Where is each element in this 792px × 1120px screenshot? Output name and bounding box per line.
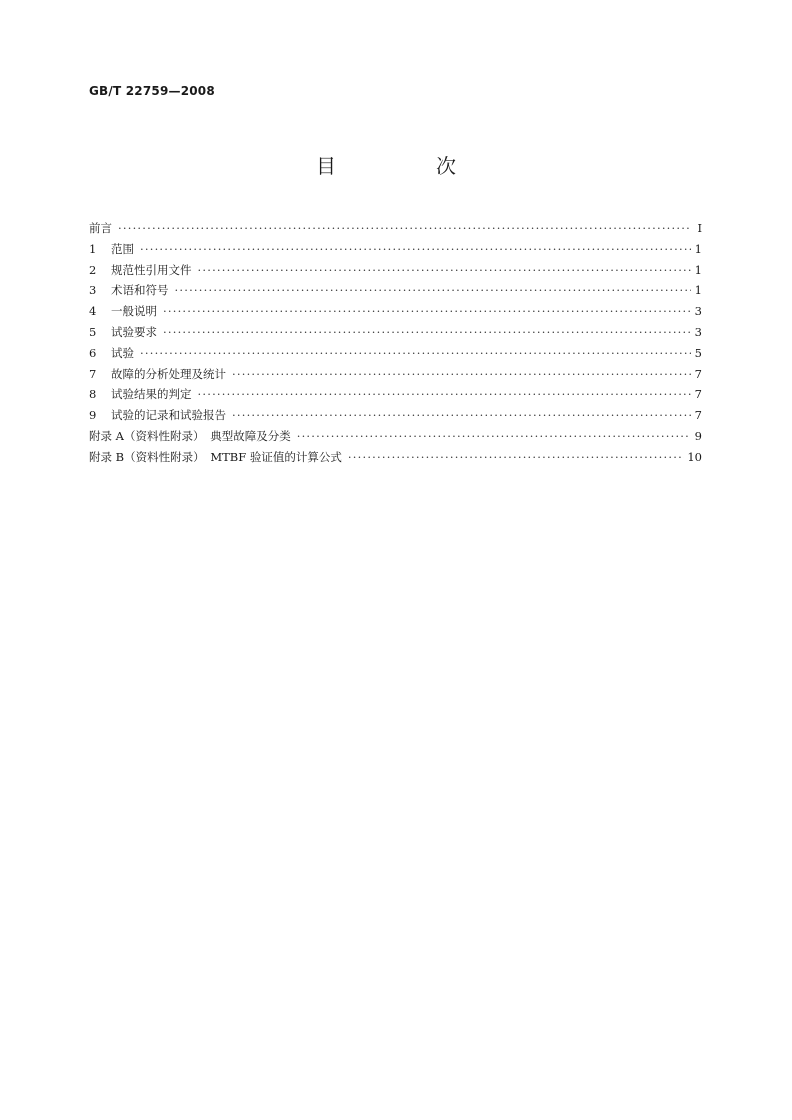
toc-entry-number: 9 (89, 408, 97, 423)
toc-entry-page-number: 3 (694, 304, 702, 319)
toc-entry-page-number: 9 (694, 428, 702, 443)
toc-entry-label: 试验的记录和试验报告 (111, 408, 226, 423)
toc-entry[interactable] (89, 364, 702, 385)
toc-entry-label: 附录 B（资料性附录） MTBF 验证值的计算公式 (89, 449, 342, 464)
standard-code: GB/T 22759—2008 (89, 84, 215, 98)
toc-entry-label: 一般说明 (111, 304, 157, 319)
toc-entry-label: 规范性引用文件 (111, 262, 192, 277)
table-of-contents (89, 218, 702, 468)
toc-entry[interactable] (89, 447, 702, 468)
dot-leader (163, 322, 691, 343)
toc-entry[interactable] (89, 260, 702, 281)
toc-entry[interactable] (89, 322, 702, 343)
toc-entry[interactable] (89, 301, 702, 322)
toc-entry-page-number: 7 (694, 408, 702, 423)
toc-entry-page-number: 5 (694, 345, 702, 360)
toc-entry[interactable] (89, 426, 702, 447)
toc-entry-number: 4 (89, 304, 97, 319)
toc-entry[interactable] (89, 384, 702, 405)
toc-entry-number: 2 (89, 262, 97, 277)
toc-entry[interactable] (89, 405, 702, 426)
dot-leader (163, 301, 691, 322)
toc-entry-label: 前言 (89, 221, 112, 235)
toc-entry-number: 6 (89, 345, 97, 360)
dot-leader (198, 260, 692, 281)
toc-entry-label: 试验结果的判定 (111, 387, 192, 402)
dot-leader (232, 364, 691, 385)
dot-leader (175, 280, 692, 301)
toc-entry-page-number: 10 (687, 449, 702, 464)
toc-entry-label: 术语和符号 (111, 283, 169, 298)
toc-entry-page-number: 7 (694, 366, 702, 381)
dot-leader (140, 343, 691, 364)
toc-entry-number: 8 (89, 387, 97, 402)
toc-entry-page-number: 1 (694, 241, 702, 256)
dot-leader (140, 239, 691, 260)
dot-leader (232, 405, 691, 426)
toc-entry-label: 试验要求 (111, 324, 157, 339)
toc-entry-page-number: 1 (694, 283, 702, 298)
toc-entry-label: 附录 A（资料性附录） 典型故障及分类 (89, 428, 291, 443)
toc-entry[interactable] (89, 280, 702, 301)
toc-entry-page-number: 1 (694, 262, 702, 277)
toc-entry-page-number: 7 (694, 387, 702, 402)
toc-entry-page-number: 3 (694, 324, 702, 339)
dot-leader (118, 218, 691, 239)
toc-entry[interactable] (89, 343, 702, 364)
dot-leader (348, 447, 684, 468)
toc-entry-page-number: Ⅰ (697, 221, 702, 235)
toc-entry-label: 故障的分析处理及统计 (111, 366, 226, 381)
dot-leader (198, 384, 692, 405)
toc-entry-label: 范围 (111, 241, 134, 256)
toc-entry[interactable] (89, 239, 702, 260)
dot-leader (297, 426, 691, 447)
toc-entry[interactable] (89, 218, 702, 239)
page-title: 目 次 (316, 154, 496, 178)
toc-entry-number: 5 (89, 324, 97, 339)
toc-entry-label: 试验 (111, 345, 134, 360)
toc-entry-number: 3 (89, 283, 97, 298)
toc-entry-number: 7 (89, 366, 97, 381)
toc-entry-number: 1 (89, 241, 97, 256)
